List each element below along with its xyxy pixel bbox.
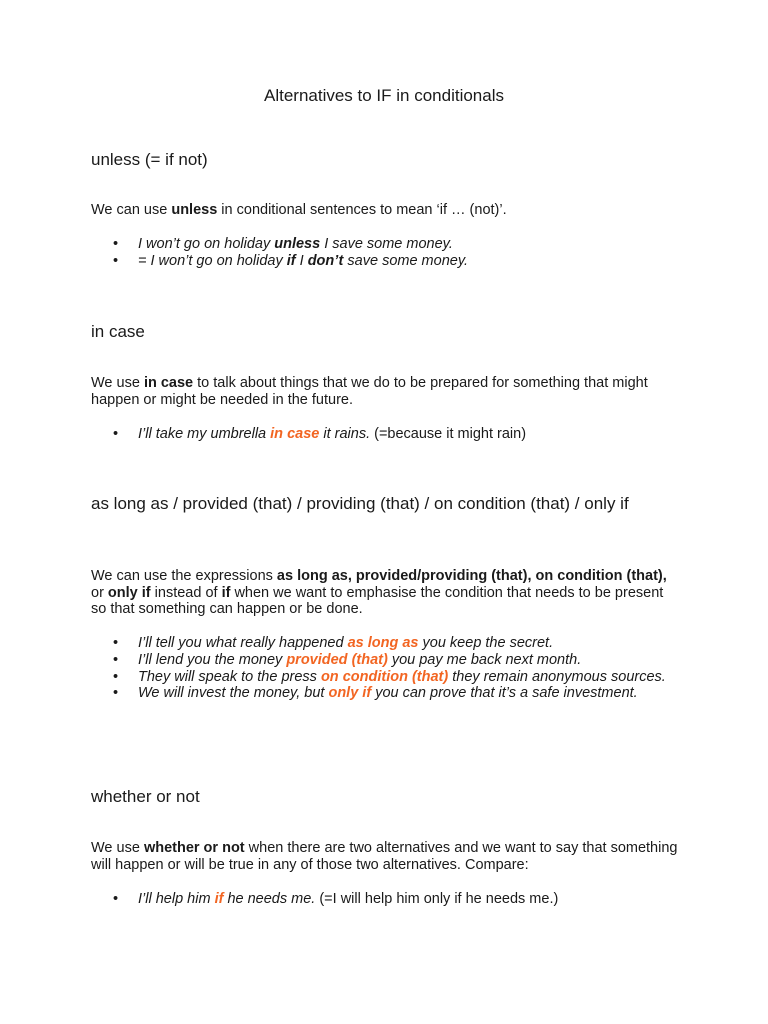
example-text: they remain anonymous sources. — [448, 668, 666, 685]
list-item — [91, 236, 681, 253]
example-text: he needs me. — [223, 891, 316, 907]
intro-text: in conditional sentences to mean ‘if … (not)’. — [217, 202, 507, 218]
example-keyword: if — [286, 252, 296, 269]
bullet-icon: • — [113, 668, 119, 685]
section-intro-unless — [91, 202, 681, 219]
intro-text: when there are two alternatives and we want to say that something will happen or will be true in any of those two alternatives. Compare: — [91, 840, 678, 873]
example-text: you pay me back next month. — [387, 651, 582, 668]
bullet-icon: • — [113, 236, 119, 252]
example-keyword: don’t — [307, 252, 344, 269]
section-heading-as-long-as: as long as / provided (that) / providing (that) / on condition (that) / only if — [91, 494, 629, 513]
list-item — [91, 253, 681, 270]
section-heading-in-case: in case — [91, 322, 145, 341]
example-text: I’ll lend you the money — [138, 651, 287, 668]
example-text: I’ll tell you what really happened — [138, 635, 348, 651]
bullet-icon: • — [113, 651, 119, 668]
example-keyword: on condition (that) — [320, 668, 449, 685]
section-heading-whether-or-not: whether or not — [91, 787, 200, 806]
example-text: I’ll take my umbrella — [138, 426, 271, 442]
example-text: save some money. — [343, 252, 469, 269]
example-text: = I won’t go on holiday — [138, 252, 287, 269]
page-title: Alternatives to IF in conditionals — [263, 86, 504, 105]
example-text: They will speak to the press — [138, 668, 321, 685]
list-item — [91, 652, 681, 669]
example-keyword: unless — [274, 236, 321, 252]
example-note: (=because it might rain) — [370, 426, 527, 442]
intro-text: We use — [91, 375, 144, 391]
intro-keyword: only if — [107, 584, 151, 601]
intro-keyword: whether or not — [143, 840, 245, 856]
example-text: it rains. — [319, 426, 371, 442]
intro-keyword: unless — [171, 202, 218, 218]
intro-keyword: as long as, provided/providing (that), on condition (that), — [276, 568, 667, 584]
intro-text: when we want to emphasise the condition that needs to be present so that something can happen or be done. — [91, 584, 664, 617]
bullet-icon: • — [113, 426, 119, 442]
example-list-whether-or-not — [91, 891, 681, 908]
example-keyword: as long as — [347, 635, 419, 651]
list-item — [91, 426, 681, 443]
example-text: you can prove that it’s a safe investment. — [371, 685, 638, 702]
example-text: We will invest the money, but — [138, 685, 329, 702]
list-item — [91, 669, 681, 686]
intro-text: We can use — [91, 202, 172, 218]
section-heading-unless: unless (= if not) — [91, 150, 208, 169]
example-keyword: provided (that) — [286, 651, 388, 668]
example-text: I won’t go on holiday — [138, 236, 275, 252]
intro-text: We use — [91, 840, 144, 856]
example-text: you keep the secret. — [418, 635, 554, 651]
intro-text: We can use the expressions — [91, 568, 277, 584]
bullet-icon: • — [113, 252, 119, 269]
section-intro-as-long-as — [91, 568, 681, 618]
section-intro-whether-or-not — [91, 840, 681, 873]
list-item — [91, 685, 681, 702]
intro-keyword: in case — [143, 375, 194, 391]
bullet-icon: • — [113, 685, 119, 702]
list-item — [91, 635, 681, 652]
example-keyword: only if — [328, 685, 372, 702]
intro-keyword: if — [221, 584, 231, 601]
example-note: (=I will help him only if he needs me.) — [315, 891, 559, 907]
bullet-icon: • — [113, 635, 119, 651]
intro-text: to talk about things that we do to be prepared for something that might happen or might be needed in the future. — [91, 375, 648, 408]
example-keyword: in case — [270, 426, 320, 442]
example-keyword: if — [214, 891, 224, 907]
example-list-as-long-as — [91, 635, 681, 702]
list-item — [91, 891, 681, 908]
example-list-unless — [91, 236, 681, 270]
example-text: I — [295, 252, 308, 269]
bullet-icon: • — [113, 891, 119, 907]
example-list-in-case — [91, 426, 681, 443]
intro-text: or — [91, 584, 108, 601]
intro-text: instead of — [150, 584, 222, 601]
section-intro-in-case — [91, 375, 681, 408]
example-text: I save some money. — [320, 236, 453, 252]
example-text: I’ll help him — [138, 891, 215, 907]
